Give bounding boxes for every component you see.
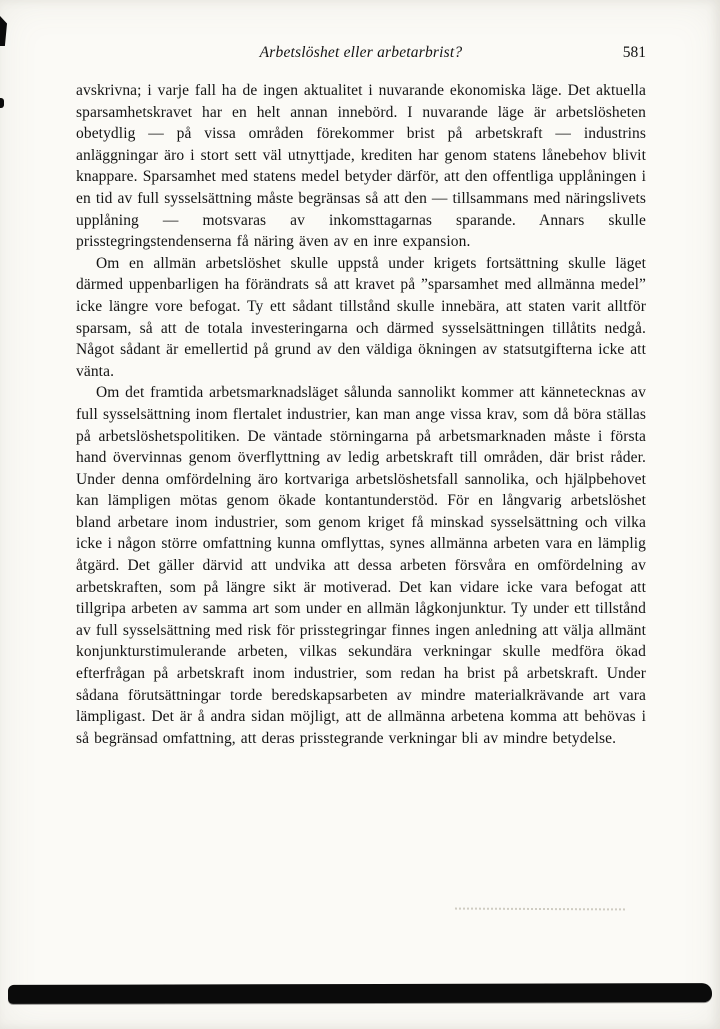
running-title: Arbetslöshet eller arbetarbrist? bbox=[259, 44, 463, 61]
body-text bbox=[76, 80, 646, 749]
scan-artifact-bottom-bar bbox=[8, 983, 712, 1004]
paragraph-2: Om en allmän arbetslöshet skulle uppstå under krigets fortsättning skulle läget därmed uppenbarligen ha förändrats så att kravet på ”sparsamhet med allmänna medel” icke längre vore befogat. Ty ett sådant tillstånd skulle innebära, att staten varit alltför sparsam, så att de totala investeringarna och därmed sysselsättningen tillåtits nedgå. Något sådant är emellertid på grund av den väldiga ökningen av statsutgifterna icke att vänta. bbox=[76, 254, 646, 380]
scan-artifact-top-left bbox=[0, 16, 7, 46]
scan-artifact-left-edge bbox=[0, 98, 4, 108]
paragraph-1: avskrivna; i varje fall ha de ingen aktualitet i nuvarande ekonomiska läge. Det aktuella sparsamhetskravet har en helt annan innebörd. I nuvarande läge är arbetslösheten obetydlig — på vissa områden förekommer brist på arbetskraft — industrins anläggningar äro i stort sett väl utnyttjade, krediten har genom statens lånebehov blivit knappare. Sparsamhet med statens medel betyder därför, att den offentliga upplåningen i en tid av full sysselsättning måste begränsas så att den — tillsammans med näringslivets upplåning — motsvaras av inkomsttagarnas sparande. Annars skulle prisstegringstendenserna få näring även av en inre expansion. bbox=[76, 82, 646, 251]
paragraph-3: Om det framtida arbetsmarknadsläget sålunda sannolikt kommer att kännetecknas av full sysselsättning inom flertalet industrier, kan man ange vissa krav, som då böra ställas på arbetslöshetspolitiken. De väntade störningarna på arbetsmarknaden måste i första hand övervinnas genom överflyttning av ledig arbetskraft till områden, där brist råder. Under denna omfördelning äro kortvariga arbetslöshetsfall sannolika, och hjälpbehovet kan lämpligen mötas genom ökade kontantunderstöd. För en långvarig arbetslöshet bland arbetare inom industrier, som genom kriget få minskad sysselsättning och vilka icke i någon större omfattning kunna omflyttas, synes allmänna arbeten vara en lämplig åtgärd. Det gäller därvid att undvika att dessa arbeten försvåra en omfördelning av arbetskraften, som på längre sikt är motiverad. Det kan vidare icke vara befogat att tillgripa arbeten av samma art som under en allmän lågkonjunktur. Ty under ett tillstånd av full sysselsättning med risk för prisstegringar finnes ingen anledning att välja allmänt konjunkturstimulerande arbeten, vilkas sekundära verkningar skulle medföra ökad efterfrågan på arbetskraft inom industrier, som redan ha brist på arbetskraft. Under sådana förutsättningar torde beredskapsarbeten av mindre materialkrävande art vara lämpligast. Det är å andra sidan möjligt, att de allmänna arbetena komma att behövas i så begränsad omfattning, att deras prisstegrande verkningar bli av mindre betydelse. bbox=[76, 384, 646, 747]
text-block bbox=[76, 44, 646, 749]
page-header bbox=[76, 44, 646, 66]
scan-speckle-dots bbox=[455, 908, 625, 911]
page-number: 581 bbox=[622, 44, 646, 61]
